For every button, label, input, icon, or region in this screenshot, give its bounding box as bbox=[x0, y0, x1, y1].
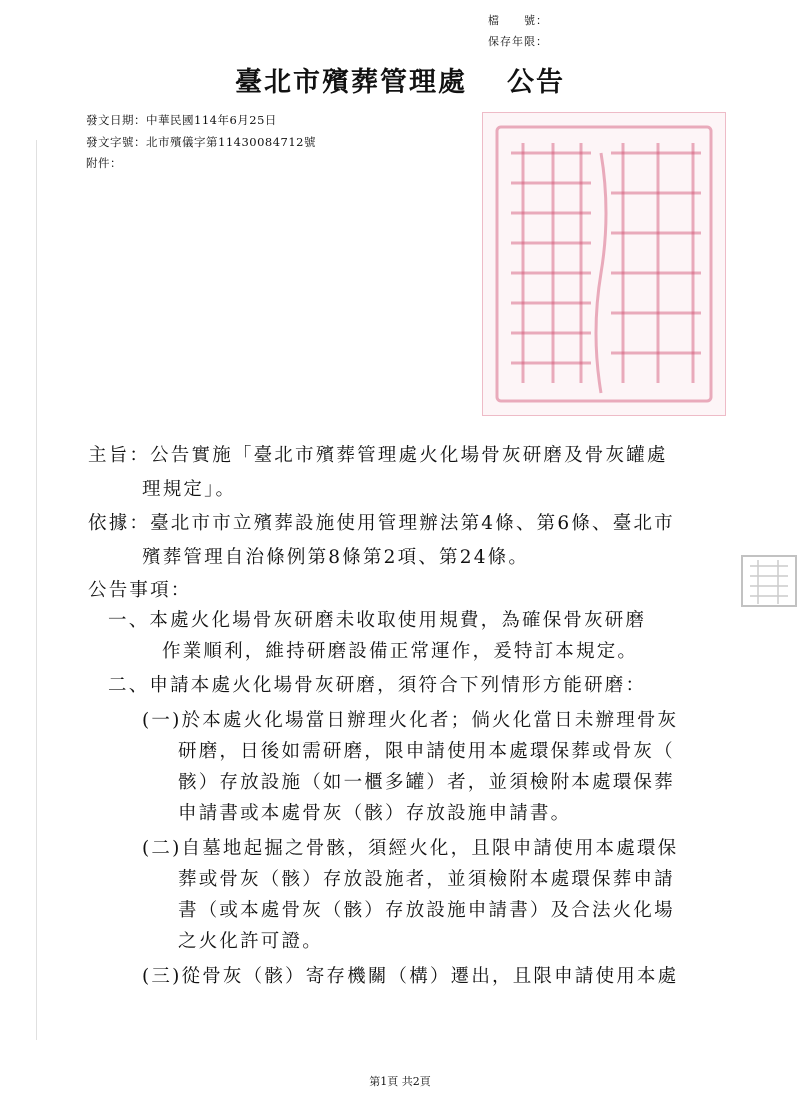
basis-line-1: 依據：臺北市市立殯葬設施使用管理辦法第4條、第6條、臺北市 bbox=[88, 513, 675, 534]
sub2-line-1: (二)自墓地起掘之骨骸，須經火化，且限申請使用本處環保 bbox=[142, 838, 679, 859]
item1-line-1: 一、本處火化場骨灰研磨未收取使用規費，為確保骨灰研磨 bbox=[108, 610, 647, 631]
page-number: 第1頁 共2頁 bbox=[369, 1075, 431, 1088]
item1-line-2: 作業順利，維持研磨設備正常運作，爰特訂本規定。 bbox=[162, 641, 639, 662]
file-number-label: 檔 號： bbox=[488, 14, 548, 27]
sub2-line-4: 之火化許可證。 bbox=[178, 931, 323, 952]
sub1-line-3: 骸）存放設施（如一櫃多罐）者，並須檢附本處環保葬 bbox=[178, 772, 675, 793]
item2-line-1: 二、申請本處火化場骨灰研磨，須符合下列情形方能研磨： bbox=[108, 675, 647, 696]
receipt-stamp-graphic bbox=[738, 552, 800, 610]
retention-period-label: 保存年限： bbox=[488, 35, 548, 48]
scan-margin-line bbox=[36, 140, 37, 1040]
attachment-label: 附件： bbox=[86, 156, 122, 170]
issue-date: 發文日期：中華民國114年6月25日 bbox=[86, 113, 277, 127]
sub1-line-4: 申請書或本處骨灰（骸）存放設施申請書。 bbox=[178, 803, 572, 824]
sub3-line-1: (三)從骨灰（骸）寄存機關（構）遷出，且限申請使用本處 bbox=[142, 966, 679, 987]
subject-line-2: 理規定」。 bbox=[142, 479, 237, 500]
official-seal bbox=[482, 112, 726, 416]
basis-line-2: 殯葬管理自治條例第8條第2項、第24條。 bbox=[142, 547, 530, 568]
receipt-stamp bbox=[738, 552, 800, 610]
subject-line-1: 主旨：公告實施「臺北市殯葬管理處火化場骨灰研磨及骨灰罐處 bbox=[88, 445, 668, 466]
page-title bbox=[0, 60, 800, 99]
title-doc-type: 公告 bbox=[507, 67, 565, 98]
official-seal-graphic bbox=[483, 113, 725, 415]
document-number: 發文字號：北市殯儀字第11430084712號 bbox=[86, 135, 316, 149]
notice-heading: 公告事項： bbox=[88, 580, 192, 601]
sub1-line-1: (一)於本處火化場當日辦理火化者；倘火化當日未辦理骨灰 bbox=[142, 710, 679, 731]
sub1-line-2: 研磨，日後如需研磨，限申請使用本處環保葬或骨灰（ bbox=[178, 741, 675, 762]
sub2-line-3: 書（或本處骨灰（骸）存放設施申請書）及合法火化場 bbox=[178, 900, 675, 921]
title-agency: 臺北市殯葬管理處 bbox=[235, 67, 467, 98]
sub2-line-2: 葬或骨灰（骸）存放設施者，並須檢附本處環保葬申請 bbox=[178, 869, 675, 890]
